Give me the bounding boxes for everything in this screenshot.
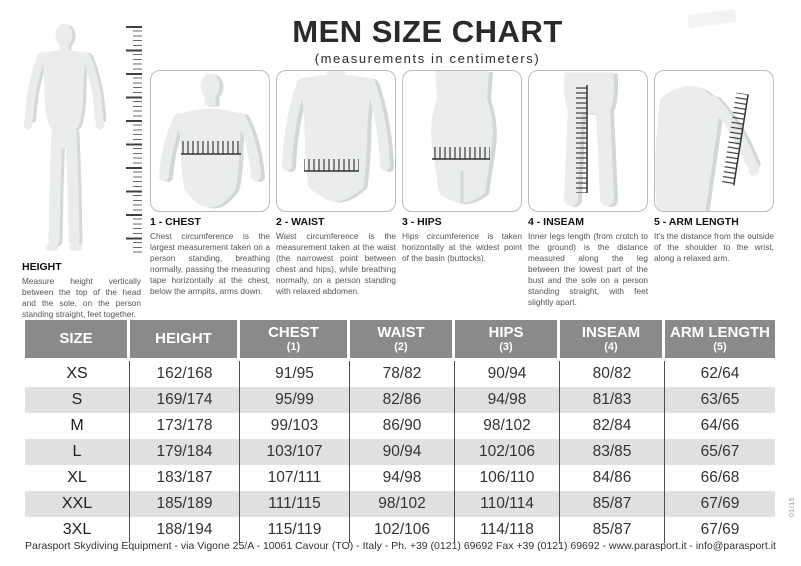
column-header-height: HEIGHT (130, 320, 240, 361)
measurement-value: 94/98 (350, 465, 455, 491)
height-text: Measure height vertically between the top of the head and the sole, on the person standing straight, feet together. (22, 276, 141, 319)
measurement-value: 62/64 (700, 365, 740, 383)
measurement-value: 81/83 (560, 387, 665, 413)
column-header-size: SIZE (25, 320, 130, 361)
measurement-value: 65/67 (665, 439, 775, 465)
hips-heading: 3 - HIPS (402, 216, 442, 228)
measurement-value: 179/184 (130, 439, 240, 465)
table-row-m (25, 413, 775, 439)
measurement-value: 80/82 (560, 361, 665, 387)
hips-figure-icon (403, 71, 521, 211)
chest-tape-icon (181, 141, 241, 154)
measurement-value: 102/106 (350, 517, 455, 543)
size-label: S (25, 387, 130, 413)
arm-figure-icon (655, 71, 773, 211)
waist-tape-icon (304, 159, 359, 171)
inseam-ruler-icon (576, 85, 587, 193)
measurement-value: 114/118 (455, 517, 560, 543)
table-row-xxl (25, 491, 775, 517)
waist-panel (276, 70, 396, 212)
column-header-chest: CHEST (1) (240, 320, 350, 361)
page-subtitle: (measurements in centimeters) (314, 50, 541, 66)
measurement-value: 98/102 (455, 413, 560, 439)
measurement-value: 83/85 (560, 439, 665, 465)
chest-panel (150, 70, 270, 212)
inseam-text: Inner legs length (from crotch to the ground) is the distance measured along the leg between the lowest part of the bust and the sole on a person standing straight, with feet slightly apart. (528, 231, 648, 307)
measurement-value: 103/107 (240, 439, 350, 465)
size-label: XXL (25, 491, 130, 517)
measurement-value: 85/87 (560, 517, 665, 543)
size-label: XS (25, 361, 130, 387)
size-label: L (25, 439, 130, 465)
column-header-inseam: INSEAM (4) (560, 320, 665, 361)
measurement-value: 90/94 (350, 439, 455, 465)
chest-figure-icon (151, 71, 269, 211)
measurement-value: 102/106 (455, 439, 560, 465)
measurement-value: 63/65 (665, 387, 775, 413)
hips-description (402, 216, 522, 264)
hips-panel (402, 70, 522, 212)
title-block (54, 16, 801, 66)
measurement-value: 82/84 (560, 413, 665, 439)
measurement-value: 99/103 (240, 413, 350, 439)
measurement-value: 110/114 (455, 491, 560, 517)
measurement-value: 188/194 (130, 517, 240, 543)
size-label: 3XL (25, 517, 130, 543)
measurement-value: 64/66 (700, 417, 740, 435)
measurement-value: 66/68 (700, 469, 740, 487)
measurement-value: 169/174 (130, 387, 240, 413)
hips-tape-icon (432, 147, 490, 159)
measurement-value: 82/86 (350, 387, 455, 413)
measurement-value: 85/87 (560, 491, 665, 517)
measurement-value: 185/189 (130, 491, 240, 517)
table-row-l (25, 439, 775, 465)
measurement-value: 173/178 (130, 413, 240, 439)
arm-length-heading: 5 - ARM LENGTH (654, 216, 739, 228)
size-label: XL (25, 465, 130, 491)
waist-text: Waist circumference is the measurement taken at the waist (the narrowest point between chest and hips), while breathing normally, on a person standing with relaxed abdomen. (276, 231, 396, 296)
measurement-value: 91/95 (240, 361, 350, 387)
chest-heading: 1 - CHEST (150, 216, 201, 228)
measurement-value: 84/86 (560, 465, 665, 491)
arm-length-description (654, 216, 774, 264)
column-header-arm-length: ARM LENGTH (5) (665, 320, 775, 361)
arm-length-panel (654, 70, 774, 212)
measurement-value: 183/187 (130, 465, 240, 491)
document-code: 01/15 (789, 497, 796, 518)
chest-text: Chest circumference is the largest measurement taken on a person standing, breathing normally, passing the measuring tape horizontally at the chest, below the armpits, arms down. (150, 231, 270, 296)
measurement-value: 90/94 (455, 361, 560, 387)
height-heading: HEIGHT (22, 261, 62, 273)
height-ruler-icon (124, 26, 142, 254)
measurement-value: 67/69 (665, 491, 775, 517)
waist-description (276, 216, 396, 297)
column-header-hips: HIPS (3) (455, 320, 560, 361)
column-header-waist: WAIST (2) (350, 320, 455, 361)
full-body-figure-icon (14, 22, 118, 258)
page-title: MEN SIZE CHART (292, 14, 563, 49)
inseam-description (528, 216, 648, 308)
measurement-value: 95/99 (240, 387, 350, 413)
measurement-value: 162/168 (130, 361, 240, 387)
measurement-value: 94/98 (455, 387, 560, 413)
measurement-value: 98/102 (350, 491, 455, 517)
inseam-panel (528, 70, 648, 212)
measurement-value: 78/82 (350, 361, 455, 387)
table-row-xl (25, 465, 775, 491)
waist-heading: 2 - WAIST (276, 216, 325, 228)
measurement-value: 111/115 (240, 491, 350, 517)
measurement-value: 67/69 (700, 521, 740, 539)
arm-length-text: It's the distance from the outside of the shoulder to the wrist, along a relaxed arm. (654, 231, 774, 263)
waist-figure-icon (277, 71, 395, 211)
height-description (22, 261, 141, 320)
table-row-s (25, 387, 775, 413)
table-row-xs (25, 361, 775, 387)
hips-text: Hips circumference is taken horizontally at the widest point of the basin (buttocks). (402, 231, 522, 263)
footer-contact: Parasport Skydiving Equipment - via Vigone 25/A - 10061 Cavour (TO) - Italy - Ph. +39 (0121) 69692 Fax +39 (0121) 69692 - www.parasport.it - info@parasport.it (25, 540, 776, 552)
measurement-value: 107/111 (240, 465, 350, 491)
inseam-figure-icon (529, 71, 647, 211)
size-table (25, 320, 775, 543)
measurement-value: 115/119 (240, 517, 350, 543)
size-table-body (25, 361, 775, 543)
height-figure (14, 22, 142, 260)
inseam-heading: 4 - INSEAM (528, 216, 585, 228)
measurement-value: 86/90 (350, 413, 455, 439)
size-label: M (25, 413, 130, 439)
chest-description (150, 216, 270, 297)
size-table-header (25, 320, 775, 361)
measurement-value: 106/110 (455, 465, 560, 491)
